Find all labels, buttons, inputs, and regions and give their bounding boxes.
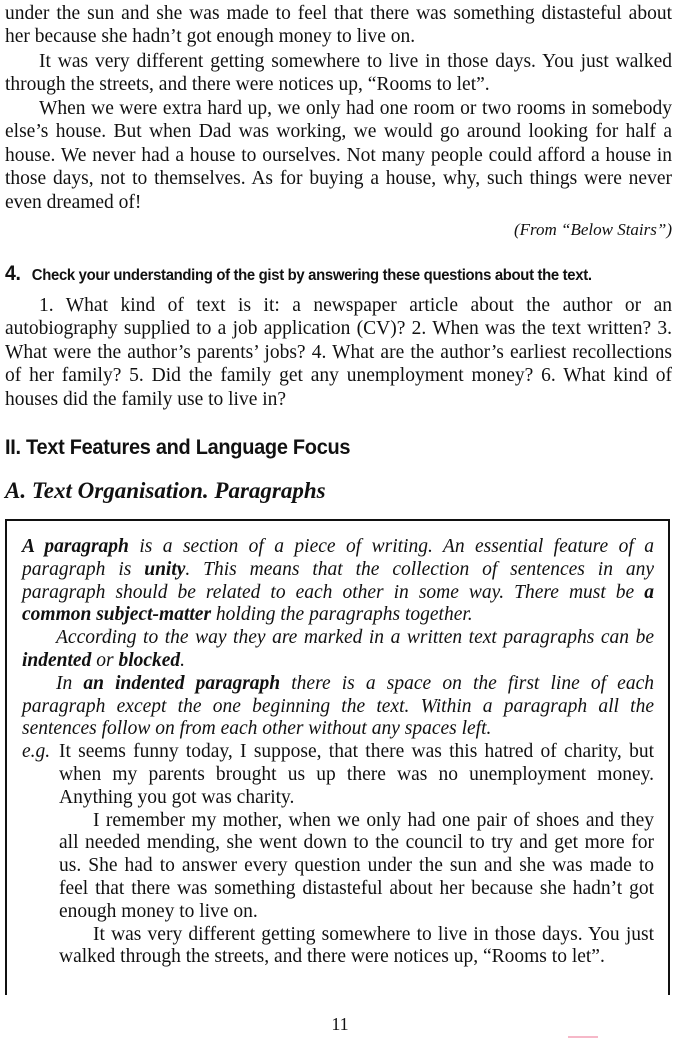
rule-box-content [22,536,654,969]
section-title: II. Text Features and Language Focus [5,436,351,459]
task-instruction: Check your understanding of the gist by answering these questions about the text. [31,267,592,284]
paragraph-rooms: It was very different getting somewhere to live in those days. You just walked through the streets, and there were notices up, “Rooms to let”. [5,51,672,96]
indented-paragraph-rule: In an indented paragraph there is a space on the first line of each paragraph except the one beginning the text. Within a paragraph all the sentences follow on from each other without any spaces left. [22,672,654,740]
example-text [59,741,654,969]
example-label: e.g. [22,741,51,763]
paragraph-hard-up: When we were extra hard up, we only had one room or two rooms in somebody else’s house. But when Dad was working, we would go around looking for half a house. We never had a house to ourselves. Not many people could afford a house in those days, not to themselves. As for buying a house, why, such things were never even dreamed of! [5,98,672,213]
source-citation: (From “Below Stairs”) [513,220,672,239]
definition-paragraph: A paragraph is a section of a piece of writing. An essential feature of a paragraph is unity. This means that the collection of sentences in any paragraph should be related to each other in some way. There must be a common subject-matter holding the paragraphs together. [22,536,654,626]
subsection-title: A. Text Organisation. Paragraphs [5,478,326,503]
example-block [22,741,654,969]
page-number: 11 [331,1014,349,1034]
task-4-questions: 1. What kind of text is it: a newspaper article about the author or an autobiography supplied to a job application (CV)? 2. When was the text written? 3. What were the author’s parents’ jobs? 4. What are the author’s earliest recollections of her family? 5. Did the family get any unemployment money? 6. What kind of houses did the family use to live in? [5,295,672,410]
example-paragraph-3: It was very different getting somewhere to live in those days. You just walked through the streets, and there were notices up, “Rooms to let”. [59,923,654,968]
paragraph-continuation: under the sun and she was made to feel that there was something distasteful about her because she hadn’t got enough money to live on. [5,3,672,48]
rule-box [5,519,670,995]
marking-paragraph: According to the way they are marked in a written text paragraphs can be indented or blocked. [22,627,654,671]
print-mark [568,1036,598,1038]
example-paragraph-1: It seems funny today, I suppose, that there was this hatred of charity, but when my parents brought us up there was no unemployment money. Anything you got was charity. [59,741,654,808]
task-number: 4. [5,262,21,285]
example-paragraph-2: I remember my mother, when we only had one pair of shoes and they all needed mending, she went down to the council to try and get more for us. She had to answer every question under the sun and she was made to feel that there was something distasteful about her because she hadn’t got enough money to live on. [59,809,654,922]
task-4-heading [5,262,628,286]
